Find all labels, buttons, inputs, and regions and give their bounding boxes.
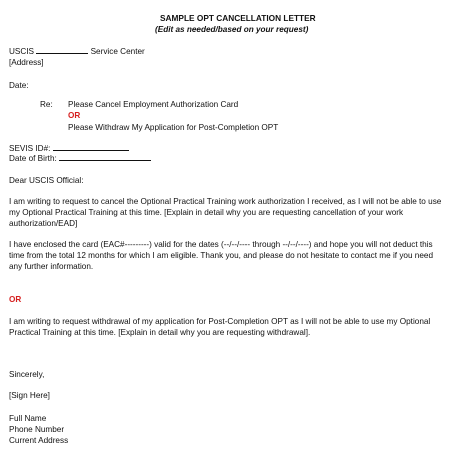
dob-label: Date of Birth: [9, 154, 57, 163]
paragraph-cancel: I am writing to request to cancel the Optional Practical Training work authorization I received, as I will not be able to use my Optional Practical Training at this time. [Explain in detail why you are requesting cancellation of your work authorization/EAD] [9, 197, 442, 228]
addressee-line [9, 46, 145, 57]
signature-full-name: Full Name [9, 414, 47, 423]
letter-title: SAMPLE OPT CANCELLATION LETTER [160, 13, 316, 23]
addressee-prefix: USCIS [9, 47, 35, 56]
dob-blank [59, 160, 151, 161]
salutation: Dear USCIS Official: [9, 176, 84, 185]
service-center-blank [36, 53, 88, 54]
signature-phone-number: Phone Number [9, 425, 65, 434]
or-separator: OR [9, 295, 22, 304]
signature-current-address: Current Address [9, 436, 69, 445]
re-or: OR [68, 111, 81, 120]
addressee-suffix: Service Center [90, 47, 145, 56]
re-option-cancel: Please Cancel Employment Authorization Card [68, 100, 239, 109]
letter-subtitle: (Edit as needed/based on your request) [155, 25, 309, 34]
re-option-withdraw: Please Withdraw My Application for Post-Completion OPT [68, 123, 279, 132]
paragraph-withdraw: I am writing to request withdrawal of my application for Post-Completion OPT as I will not be able to use my Optional Practical Training at this time. [Explain in detail why you are requesting withdrawal]. [9, 317, 431, 337]
addressee-address: [Address] [9, 58, 44, 67]
sign-here: [Sign Here] [9, 391, 50, 400]
date-label: Date: [9, 81, 29, 90]
sevis-blank [53, 150, 129, 151]
dob-line [9, 153, 151, 164]
closing: Sincerely, [9, 370, 45, 379]
sevis-label: SEVIS ID#: [9, 144, 51, 153]
re-label: Re: [40, 100, 53, 109]
paragraph-enclosed: I have enclosed the card (EAC#---------) valid for the dates (--/--/---- through --/--/----) and hope you will not deduct this time from the total 12 months for which I am eligible. Thank you, and please do not hesitate to contact me if you need any further information. [9, 240, 434, 271]
